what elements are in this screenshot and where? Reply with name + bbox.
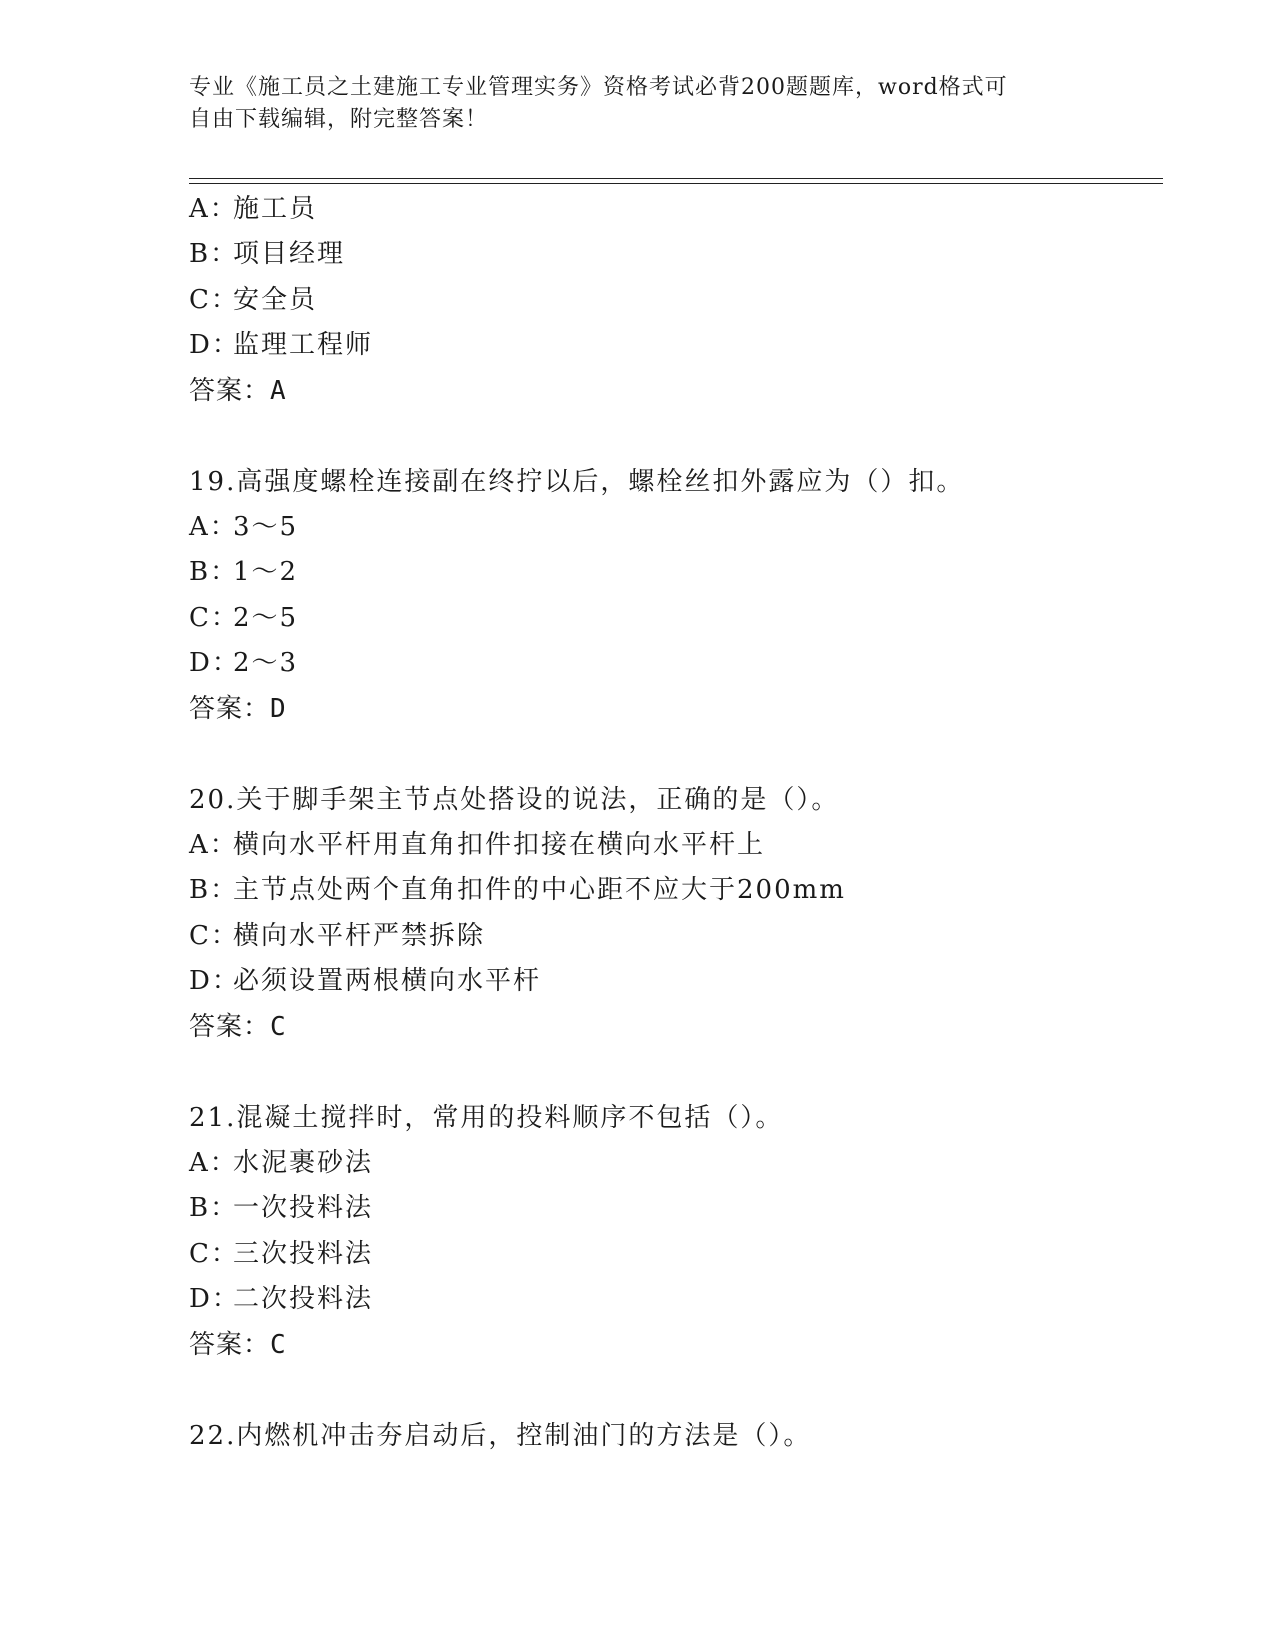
answer-value: C <box>270 1012 287 1042</box>
option-text: 主节点处两个直角扣件的中心距不应大于200mm <box>233 875 846 905</box>
option-text: 二次投料法 <box>233 1284 374 1314</box>
option-text: 横向水平杆严禁拆除 <box>233 921 486 951</box>
option-text: 项目经理 <box>233 239 346 269</box>
q19-answer <box>189 693 287 725</box>
q20-option-c: C：横向水平杆严禁拆除 <box>189 921 486 951</box>
answer-label: 答案： <box>189 376 271 406</box>
q19-option-d: D：2～3 <box>189 648 299 678</box>
q22-question: 22.内燃机冲击夯启动后，控制油门的方法是（）。 <box>189 1421 812 1451</box>
q18-option-c: C：安全员 <box>189 285 318 315</box>
q18-option-a: A：施工员 <box>189 194 318 224</box>
q18-option-d: D：监理工程师 <box>189 330 374 360</box>
option-text: 安全员 <box>233 285 318 315</box>
q21-option-d: D：二次投料法 <box>189 1284 374 1314</box>
q20-option-d: D：必须设置两根横向水平杆 <box>189 966 542 996</box>
q18-answer <box>189 375 287 407</box>
answer-value: D <box>270 694 287 724</box>
q21-option-a: A：水泥裹砂法 <box>189 1148 374 1178</box>
q21-answer <box>189 1329 287 1361</box>
answer-value: C <box>270 1330 287 1360</box>
header-divider-top <box>189 178 1163 179</box>
option-text: 三次投料法 <box>233 1239 374 1269</box>
answer-value: A <box>270 376 287 406</box>
option-text: 施工员 <box>233 194 318 224</box>
header-title-line-1: 专业《施工员之土建施工专业管理实务》资格考试必背200题题库，word格式可 <box>189 75 1008 100</box>
q20-option-b: B：主节点处两个直角扣件的中心距不应大于200mm <box>189 875 846 905</box>
answer-label: 答案： <box>189 1330 271 1360</box>
q21-question: 21.混凝土搅拌时，常用的投料顺序不包括（）。 <box>189 1103 784 1133</box>
option-text: 1～2 <box>233 557 299 587</box>
document-header <box>189 72 1079 136</box>
q20-question: 20.关于脚手架主节点处搭设的说法，正确的是（）。 <box>189 785 840 815</box>
option-text: 2～3 <box>233 648 299 678</box>
q19-option-b: B：1～2 <box>189 557 299 587</box>
answer-label: 答案： <box>189 694 271 724</box>
q19-question: 19.高强度螺栓连接副在终拧以后，螺栓丝扣外露应为（）扣。 <box>189 467 965 497</box>
option-text: 3～5 <box>233 512 299 542</box>
header-title-line-2: 自由下载编辑，附完整答案！ <box>189 107 489 132</box>
q19-option-a: A：3～5 <box>189 512 299 542</box>
option-text: 必须设置两根横向水平杆 <box>233 966 542 996</box>
q21-option-c: C：三次投料法 <box>189 1239 374 1269</box>
header-divider-bottom <box>189 183 1163 184</box>
option-text: 水泥裹砂法 <box>233 1148 374 1178</box>
option-text: 一次投料法 <box>233 1193 374 1223</box>
option-text: 监理工程师 <box>233 330 374 360</box>
option-text: 横向水平杆用直角扣件扣接在横向水平杆上 <box>233 830 766 860</box>
q20-option-a: A：横向水平杆用直角扣件扣接在横向水平杆上 <box>189 830 766 860</box>
q18-option-b: B：项目经理 <box>189 239 346 269</box>
q20-answer <box>189 1011 287 1043</box>
option-text: 2～5 <box>233 603 299 633</box>
answer-label: 答案： <box>189 1012 271 1042</box>
q19-option-c: C：2～5 <box>189 603 299 633</box>
q21-option-b: B：一次投料法 <box>189 1193 374 1223</box>
